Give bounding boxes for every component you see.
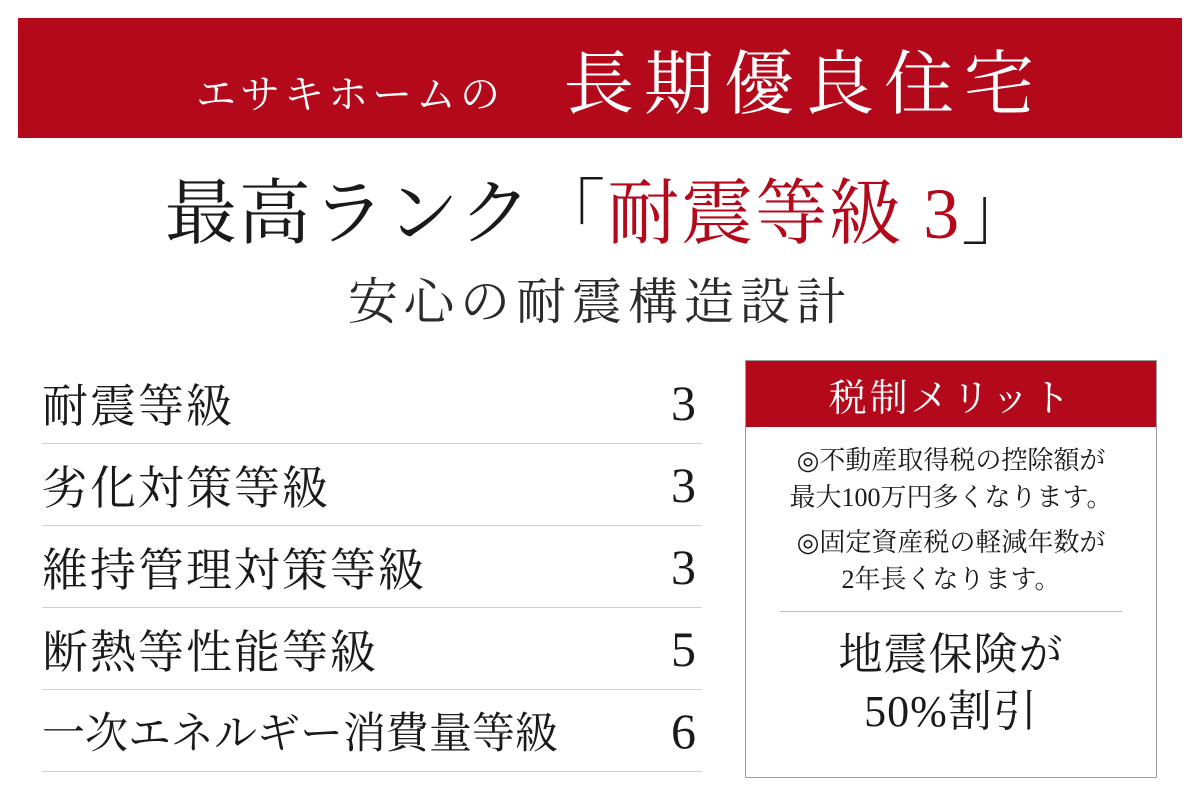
grade-value: 5 — [671, 620, 696, 677]
grade-label: 劣化対策等級 — [42, 462, 330, 514]
earthquake-insurance-highlight — [762, 626, 1140, 740]
rank-title — [0, 155, 1200, 259]
company-lead-text: エサキホームの — [196, 71, 504, 117]
table-row — [42, 362, 702, 444]
grade-label: 断熱等性能等級 — [42, 626, 378, 678]
header-band — [18, 18, 1182, 138]
highlight-line-1: 地震保険が — [838, 629, 1064, 679]
grade-value: 3 — [671, 538, 696, 595]
list-item: ◎不動産取得税の控除額が 最大100万円多くなります。 — [789, 446, 1113, 512]
highlight-line-2: 50%割引 — [864, 686, 1038, 736]
grade-value: 3 — [671, 374, 696, 431]
grade-label: 一次エネルギー消費量等級 — [42, 711, 558, 758]
table-row — [42, 526, 702, 608]
divider — [780, 611, 1122, 612]
list-item: ◎固定資産税の軽減年数が 2年長くなります。 — [796, 527, 1106, 594]
table-row — [42, 444, 702, 526]
main-title-text: 長期優良住宅 — [564, 46, 1044, 124]
table-row — [42, 608, 702, 690]
grade-label: 維持管理対策等級 — [42, 544, 426, 596]
grade-value: 6 — [671, 702, 696, 759]
tax-merit-heading: 税制メリット — [746, 361, 1156, 427]
rank-prefix-text: 最高ランク「 — [164, 174, 608, 254]
rank-accent-text: 耐震等級 3 — [607, 174, 962, 254]
grade-value: 3 — [671, 456, 696, 513]
rank-suffix-text: 」 — [961, 174, 1036, 254]
header-inner — [18, 28, 1182, 129]
subtitle-text: 安心の耐震構造設計 — [348, 274, 852, 330]
grade-label: 耐震等級 — [42, 380, 234, 432]
table-row — [42, 690, 702, 772]
tax-merit-box — [745, 360, 1157, 778]
tax-merit-body — [746, 427, 1156, 740]
grades-table — [42, 362, 702, 772]
